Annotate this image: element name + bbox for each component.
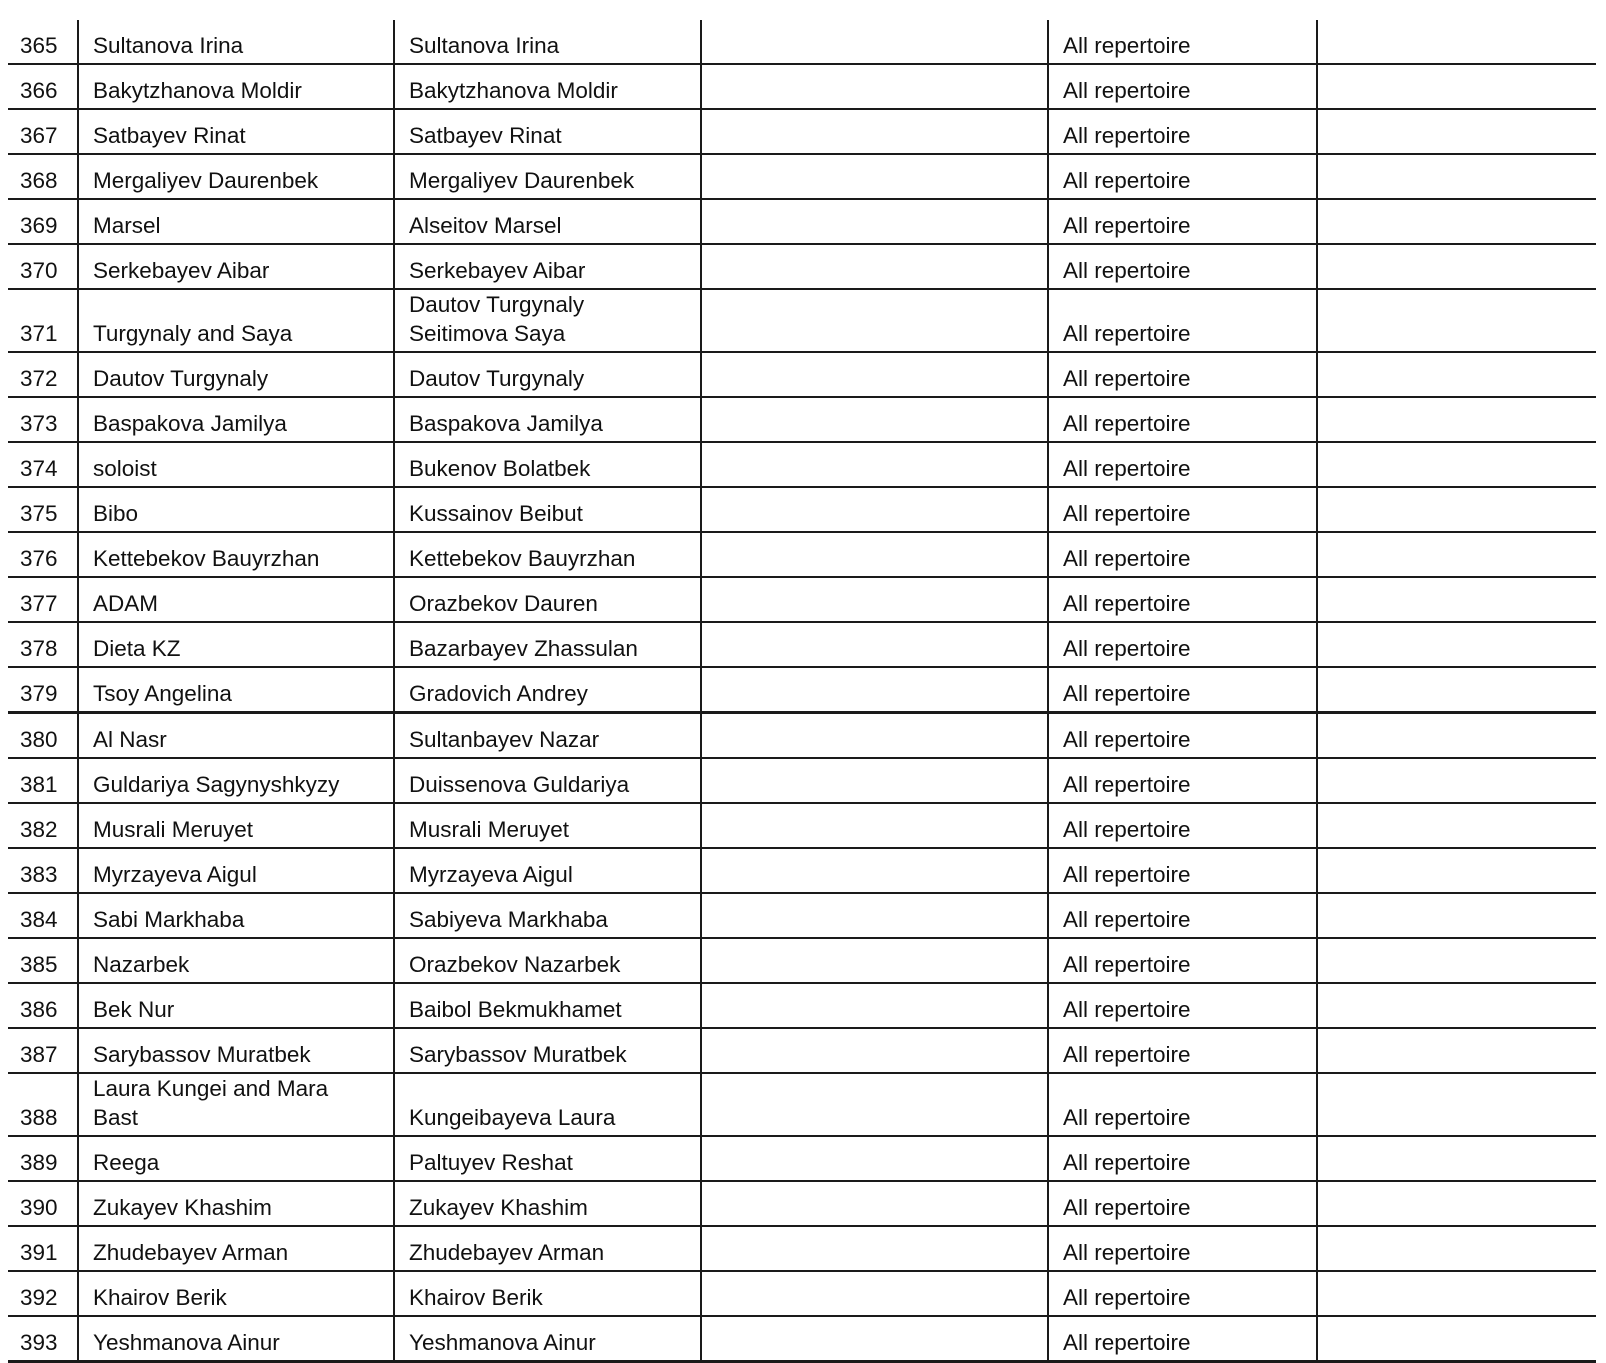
rights-holder-name: Sabiyeva Markhaba bbox=[394, 893, 701, 938]
rights-holder-name: Satbayev Rinat bbox=[394, 109, 701, 154]
repertoire-scope: All repertoire bbox=[1048, 1316, 1317, 1362]
performer-name: Al Nasr bbox=[78, 713, 394, 759]
empty-cell bbox=[1317, 532, 1596, 577]
repertoire-scope: All repertoire bbox=[1048, 983, 1317, 1028]
row-number: 385 bbox=[8, 938, 78, 983]
row-number: 376 bbox=[8, 532, 78, 577]
repertoire-scope: All repertoire bbox=[1048, 893, 1317, 938]
row-number: 378 bbox=[8, 622, 78, 667]
rights-holder-name: Bakytzhanova Moldir bbox=[394, 64, 701, 109]
repertoire-scope: All repertoire bbox=[1048, 938, 1317, 983]
rights-holder-name: Sarybassov Muratbek bbox=[394, 1028, 701, 1073]
empty-cell bbox=[701, 244, 1048, 289]
empty-cell bbox=[701, 1316, 1048, 1362]
rights-holder-name: Gradovich Andrey bbox=[394, 667, 701, 713]
performer-name: ADAM bbox=[78, 577, 394, 622]
empty-cell bbox=[701, 20, 1048, 64]
table-row bbox=[8, 803, 1596, 848]
empty-cell bbox=[1317, 983, 1596, 1028]
repertoire-scope: All repertoire bbox=[1048, 20, 1317, 64]
row-number: 369 bbox=[8, 199, 78, 244]
table-row bbox=[8, 154, 1596, 199]
performer-name: Sultanova Irina bbox=[78, 20, 394, 64]
performer-name: Guldariya Sagynyshkyzy bbox=[78, 758, 394, 803]
empty-cell bbox=[1317, 64, 1596, 109]
rights-holder-name: Sultanova Irina bbox=[394, 20, 701, 64]
performer-name: Sabi Markhaba bbox=[78, 893, 394, 938]
rights-holder-name: Orazbekov Dauren bbox=[394, 577, 701, 622]
empty-cell bbox=[701, 397, 1048, 442]
empty-cell bbox=[701, 64, 1048, 109]
row-number: 367 bbox=[8, 109, 78, 154]
rights-holder-name: Zhudebayev Arman bbox=[394, 1226, 701, 1271]
row-number: 368 bbox=[8, 154, 78, 199]
performer-name: Zhudebayev Arman bbox=[78, 1226, 394, 1271]
rights-holder-name: Alseitov Marsel bbox=[394, 199, 701, 244]
repertoire-scope: All repertoire bbox=[1048, 244, 1317, 289]
rights-holder-name: Kussainov Beibut bbox=[394, 487, 701, 532]
empty-cell bbox=[701, 487, 1048, 532]
empty-cell bbox=[1317, 1226, 1596, 1271]
repertoire-scope: All repertoire bbox=[1048, 109, 1317, 154]
empty-cell bbox=[701, 1226, 1048, 1271]
rights-holder-name: Paltuyev Reshat bbox=[394, 1136, 701, 1181]
table-row bbox=[8, 1226, 1596, 1271]
empty-cell bbox=[1317, 244, 1596, 289]
empty-cell bbox=[701, 289, 1048, 352]
table-row bbox=[8, 848, 1596, 893]
empty-cell bbox=[701, 352, 1048, 397]
table-row bbox=[8, 20, 1596, 64]
performer-name: Dautov Turgynaly bbox=[78, 352, 394, 397]
performer-name: Kettebekov Bauyrzhan bbox=[78, 532, 394, 577]
row-number: 371 bbox=[8, 289, 78, 352]
repertoire-scope: All repertoire bbox=[1048, 1271, 1317, 1316]
empty-cell bbox=[1317, 803, 1596, 848]
rights-holder-name: Bazarbayev Zhassulan bbox=[394, 622, 701, 667]
empty-cell bbox=[701, 893, 1048, 938]
empty-cell bbox=[1317, 577, 1596, 622]
empty-cell bbox=[701, 1181, 1048, 1226]
row-number: 375 bbox=[8, 487, 78, 532]
table-row bbox=[8, 289, 1596, 352]
rights-holder-name: Kungeibayeva Laura bbox=[394, 1073, 701, 1136]
table-row bbox=[8, 109, 1596, 154]
table-row bbox=[8, 622, 1596, 667]
empty-cell bbox=[701, 532, 1048, 577]
repertoire-scope: All repertoire bbox=[1048, 803, 1317, 848]
repertoire-scope: All repertoire bbox=[1048, 667, 1317, 713]
empty-cell bbox=[1317, 938, 1596, 983]
performer-name: Myrzayeva Aigul bbox=[78, 848, 394, 893]
row-number: 393 bbox=[8, 1316, 78, 1362]
repertoire-scope: All repertoire bbox=[1048, 487, 1317, 532]
performer-name: Zukayev Khashim bbox=[78, 1181, 394, 1226]
row-number: 390 bbox=[8, 1181, 78, 1226]
empty-cell bbox=[1317, 20, 1596, 64]
empty-cell bbox=[1317, 442, 1596, 487]
registry-table-body bbox=[8, 20, 1596, 1362]
empty-cell bbox=[701, 758, 1048, 803]
table-row bbox=[8, 938, 1596, 983]
table-row bbox=[8, 1073, 1596, 1136]
empty-cell bbox=[701, 938, 1048, 983]
repertoire-scope: All repertoire bbox=[1048, 1073, 1317, 1136]
repertoire-scope: All repertoire bbox=[1048, 758, 1317, 803]
empty-cell bbox=[701, 109, 1048, 154]
performer-name: Khairov Berik bbox=[78, 1271, 394, 1316]
empty-cell bbox=[701, 713, 1048, 759]
repertoire-scope: All repertoire bbox=[1048, 622, 1317, 667]
performer-name: Bek Nur bbox=[78, 983, 394, 1028]
row-number: 372 bbox=[8, 352, 78, 397]
row-number: 392 bbox=[8, 1271, 78, 1316]
empty-cell bbox=[1317, 1073, 1596, 1136]
performer-name: soloist bbox=[78, 442, 394, 487]
empty-cell bbox=[1317, 1028, 1596, 1073]
empty-cell bbox=[701, 848, 1048, 893]
row-number: 383 bbox=[8, 848, 78, 893]
repertoire-scope: All repertoire bbox=[1048, 154, 1317, 199]
row-number: 391 bbox=[8, 1226, 78, 1271]
table-row bbox=[8, 199, 1596, 244]
table-row bbox=[8, 1271, 1596, 1316]
repertoire-scope: All repertoire bbox=[1048, 848, 1317, 893]
rights-holder-name: Bukenov Bolatbek bbox=[394, 442, 701, 487]
row-number: 386 bbox=[8, 983, 78, 1028]
repertoire-scope: All repertoire bbox=[1048, 577, 1317, 622]
table-row bbox=[8, 397, 1596, 442]
performer-name: Laura Kungei and Mara Bast bbox=[78, 1073, 394, 1136]
performer-name: Mergaliyev Daurenbek bbox=[78, 154, 394, 199]
performer-name: Turgynaly and Saya bbox=[78, 289, 394, 352]
empty-cell bbox=[701, 803, 1048, 848]
performer-name: Bakytzhanova Moldir bbox=[78, 64, 394, 109]
repertoire-scope: All repertoire bbox=[1048, 1181, 1317, 1226]
empty-cell bbox=[1317, 487, 1596, 532]
empty-cell bbox=[1317, 848, 1596, 893]
performer-name: Nazarbek bbox=[78, 938, 394, 983]
empty-cell bbox=[1317, 622, 1596, 667]
empty-cell bbox=[1317, 199, 1596, 244]
empty-cell bbox=[1317, 352, 1596, 397]
table-row bbox=[8, 442, 1596, 487]
empty-cell bbox=[701, 1271, 1048, 1316]
empty-cell bbox=[701, 667, 1048, 713]
empty-cell bbox=[701, 442, 1048, 487]
rights-holder-name: Duissenova Guldariya bbox=[394, 758, 701, 803]
row-number: 382 bbox=[8, 803, 78, 848]
empty-cell bbox=[701, 577, 1048, 622]
registry-table bbox=[8, 20, 1596, 1363]
table-row bbox=[8, 1316, 1596, 1362]
empty-cell bbox=[701, 154, 1048, 199]
performer-name: Yeshmanova Ainur bbox=[78, 1316, 394, 1362]
empty-cell bbox=[1317, 713, 1596, 759]
rights-holder-name: Dautov Turgynaly bbox=[394, 352, 701, 397]
table-row bbox=[8, 244, 1596, 289]
row-number: 380 bbox=[8, 713, 78, 759]
performer-name: Serkebayev Aibar bbox=[78, 244, 394, 289]
row-number: 373 bbox=[8, 397, 78, 442]
empty-cell bbox=[1317, 758, 1596, 803]
empty-cell bbox=[1317, 667, 1596, 713]
performer-name: Sarybassov Muratbek bbox=[78, 1028, 394, 1073]
row-number: 389 bbox=[8, 1136, 78, 1181]
rights-holder-name: Kettebekov Bauyrzhan bbox=[394, 532, 701, 577]
empty-cell bbox=[1317, 1136, 1596, 1181]
rights-holder-name: Yeshmanova Ainur bbox=[394, 1316, 701, 1362]
table-row bbox=[8, 713, 1596, 759]
empty-cell bbox=[701, 622, 1048, 667]
row-number: 388 bbox=[8, 1073, 78, 1136]
rights-holder-name: Khairov Berik bbox=[394, 1271, 701, 1316]
rights-holder-name: Sultanbayev Nazar bbox=[394, 713, 701, 759]
empty-cell bbox=[1317, 109, 1596, 154]
table-row bbox=[8, 893, 1596, 938]
performer-name: Bibo bbox=[78, 487, 394, 532]
empty-cell bbox=[1317, 397, 1596, 442]
performer-name: Satbayev Rinat bbox=[78, 109, 394, 154]
table-row bbox=[8, 1028, 1596, 1073]
rights-holder-name: Baibol Bekmukhamet bbox=[394, 983, 701, 1028]
repertoire-scope: All repertoire bbox=[1048, 442, 1317, 487]
row-number: 365 bbox=[8, 20, 78, 64]
row-number: 370 bbox=[8, 244, 78, 289]
repertoire-scope: All repertoire bbox=[1048, 1136, 1317, 1181]
table-row bbox=[8, 1136, 1596, 1181]
empty-cell bbox=[701, 199, 1048, 244]
rights-holder-name: Orazbekov Nazarbek bbox=[394, 938, 701, 983]
empty-cell bbox=[701, 983, 1048, 1028]
table-row bbox=[8, 532, 1596, 577]
empty-cell bbox=[701, 1028, 1048, 1073]
rights-holder-name: Myrzayeva Aigul bbox=[394, 848, 701, 893]
row-number: 387 bbox=[8, 1028, 78, 1073]
performer-name: Marsel bbox=[78, 199, 394, 244]
repertoire-scope: All repertoire bbox=[1048, 352, 1317, 397]
empty-cell bbox=[1317, 154, 1596, 199]
repertoire-scope: All repertoire bbox=[1048, 532, 1317, 577]
rights-holder-name: Baspakova Jamilya bbox=[394, 397, 701, 442]
performer-name: Tsoy Angelina bbox=[78, 667, 394, 713]
rights-holder-name: Zukayev Khashim bbox=[394, 1181, 701, 1226]
empty-cell bbox=[1317, 289, 1596, 352]
performer-name: Dieta KZ bbox=[78, 622, 394, 667]
repertoire-scope: All repertoire bbox=[1048, 64, 1317, 109]
row-number: 379 bbox=[8, 667, 78, 713]
table-row bbox=[8, 667, 1596, 713]
performer-name: Baspakova Jamilya bbox=[78, 397, 394, 442]
repertoire-scope: All repertoire bbox=[1048, 289, 1317, 352]
performer-name: Musrali Meruyet bbox=[78, 803, 394, 848]
repertoire-scope: All repertoire bbox=[1048, 1028, 1317, 1073]
row-number: 374 bbox=[8, 442, 78, 487]
rights-holder-name: Musrali Meruyet bbox=[394, 803, 701, 848]
empty-cell bbox=[701, 1073, 1048, 1136]
table-row bbox=[8, 983, 1596, 1028]
table-row bbox=[8, 1181, 1596, 1226]
empty-cell bbox=[1317, 1316, 1596, 1362]
row-number: 366 bbox=[8, 64, 78, 109]
table-row bbox=[8, 487, 1596, 532]
repertoire-scope: All repertoire bbox=[1048, 1226, 1317, 1271]
empty-cell bbox=[1317, 893, 1596, 938]
rights-holder-name: Dautov Turgynaly Seitimova Saya bbox=[394, 289, 701, 352]
table-row bbox=[8, 64, 1596, 109]
empty-cell bbox=[1317, 1181, 1596, 1226]
rights-holder-name: Mergaliyev Daurenbek bbox=[394, 154, 701, 199]
performer-name: Reega bbox=[78, 1136, 394, 1181]
repertoire-scope: All repertoire bbox=[1048, 199, 1317, 244]
repertoire-scope: All repertoire bbox=[1048, 713, 1317, 759]
table-row bbox=[8, 758, 1596, 803]
table-row bbox=[8, 577, 1596, 622]
row-number: 377 bbox=[8, 577, 78, 622]
row-number: 381 bbox=[8, 758, 78, 803]
empty-cell bbox=[1317, 1271, 1596, 1316]
rights-holder-name: Serkebayev Aibar bbox=[394, 244, 701, 289]
empty-cell bbox=[701, 1136, 1048, 1181]
row-number: 384 bbox=[8, 893, 78, 938]
table-row bbox=[8, 352, 1596, 397]
repertoire-scope: All repertoire bbox=[1048, 397, 1317, 442]
